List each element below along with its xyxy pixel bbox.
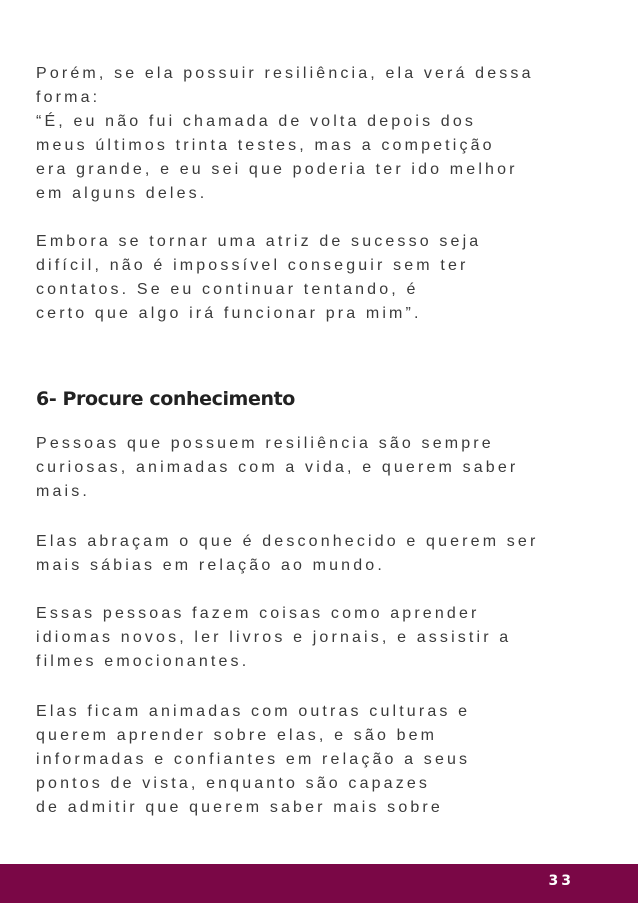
section-paragraph-2-line-1: Elas abraçam o que é desconhecido e querem ser [36,533,539,550]
section-paragraph-4-line-5: de admitir que querem saber mais sobre [36,799,443,816]
paragraph-1-line-2: forma: [36,89,101,106]
section-paragraph-3-line-3: filmes emocionantes. [36,653,250,670]
page-number: 33 [548,873,574,889]
section-paragraph-4-line-1: Elas ficam animadas com outras culturas e [36,703,471,720]
paragraph-2-line-2: difícil, não é impossível conseguir sem ter [36,257,469,274]
section-paragraph-3-line-2: idiomas novos, ler livros e jornais, e assistir a [36,629,512,646]
paragraph-2-line-3: contatos. Se eu continuar tentando, é [36,281,419,298]
section-paragraph-4-line-2: querem aprender sobre elas, e são bem [36,727,438,744]
paragraph-1-line-4: meus últimos trinta testes, mas a competição [36,137,495,154]
paragraph-1-line-1: Porém, se ela possuir resiliência, ela verá dessa [36,65,534,82]
paragraph-1-line-5: era grande, e eu sei que poderia ter ido melhor [36,161,518,178]
paragraph-1-line-3: “É, eu não fui chamada de volta depois dos [36,113,477,130]
section-paragraph-4-line-3: informadas e confiantes em relação a seus [36,751,471,768]
section-paragraph-1-line-2: curiosas, animadas com a vida, e querem saber [36,459,519,476]
section-paragraph-1-line-3: mais. [36,483,90,500]
section-paragraph-4-line-4: pontos de vista, enquanto são capazes [36,775,431,792]
paragraph-2-line-1: Embora se tornar uma atriz de sucesso seja [36,233,482,250]
footer-bar [0,864,638,903]
paragraph-2-line-4: certo que algo irá funcionar pra mim”. [36,305,422,322]
paragraph-1-line-6: em alguns deles. [36,185,208,202]
section-paragraph-3-line-1: Essas pessoas fazem coisas como aprender [36,605,480,622]
section-heading: 6- Procure conhecimento [36,388,295,410]
section-paragraph-2-line-2: mais sábias em relação ao mundo. [36,557,385,574]
section-paragraph-1-line-1: Pessoas que possuem resiliência são sempre [36,435,494,452]
